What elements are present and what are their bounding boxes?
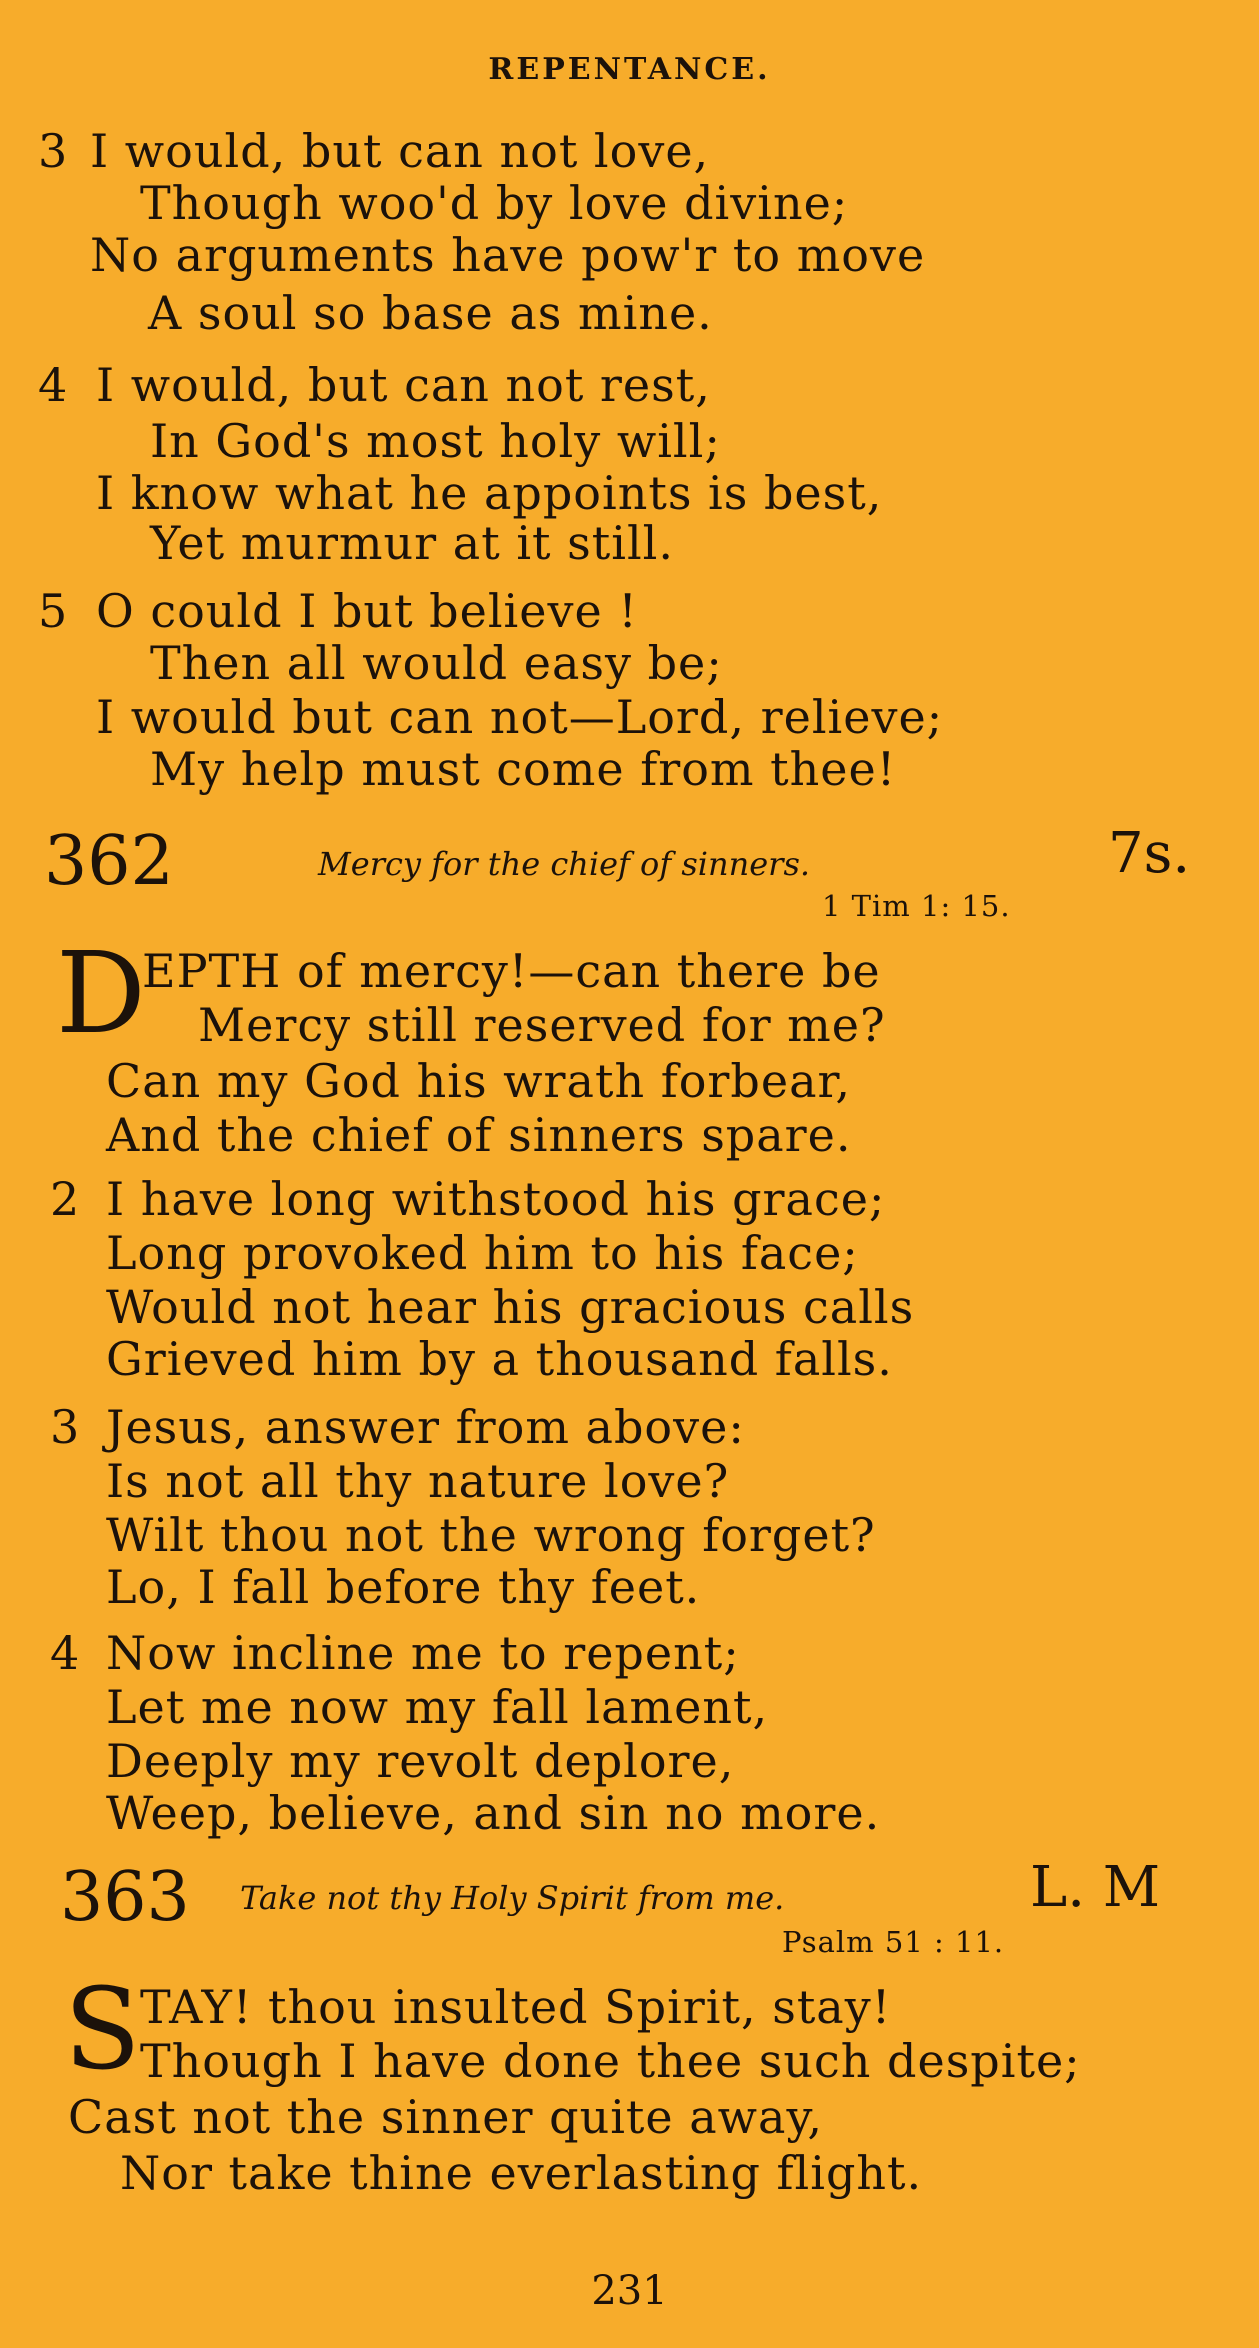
running-head: REPENTANCE.	[488, 52, 771, 87]
verse-line: I would, but can not love,	[90, 124, 710, 178]
scripture-reference: 1 Tim 1: 15.	[822, 889, 1011, 923]
stanza-number: 2	[50, 1172, 80, 1226]
stanza-number: 3	[50, 1400, 80, 1454]
verse-line: I would, but can not rest,	[96, 358, 711, 412]
verse-line: My help must come from thee!	[150, 742, 897, 796]
drop-cap: S	[64, 1965, 141, 2095]
verse-line: Long provoked him to his face;	[106, 1226, 859, 1280]
verse-line: O could I but believe !	[96, 584, 638, 638]
stanza-number: 4	[50, 1626, 80, 1680]
page-number: 231	[591, 2268, 668, 2314]
verse-line: I know what he appoints is best,	[96, 466, 883, 520]
verse-line: Though I have done thee such despite;	[140, 2034, 1081, 2088]
verse-line: Jesus, answer from above:	[106, 1400, 745, 1454]
stanza-number: 5	[38, 584, 68, 638]
hymn-title: Take not thy Holy Spirit from me.	[240, 1879, 785, 1917]
verse-line: Would not hear his gracious calls	[106, 1280, 915, 1334]
verse-line: A soul so base as mine.	[148, 286, 713, 340]
verse-line: Then all would easy be;	[150, 636, 723, 690]
verse-line: In God's most holy will;	[150, 414, 721, 468]
verse-line: TAY! thou insulted Spirit, stay!	[140, 1980, 892, 2034]
hymn-meter: L. M	[1030, 1855, 1161, 1920]
verse-line: Wilt thou not the wrong forget?	[106, 1508, 876, 1562]
verse-line: Is not all thy nature love?	[106, 1454, 730, 1508]
verse-line: Grieved him by a thousand falls.	[106, 1332, 893, 1386]
verse-line: Now incline me to repent;	[106, 1626, 740, 1680]
verse-line: Can my God his wrath forbear,	[106, 1054, 852, 1108]
verse-line: No arguments have pow'r to move	[90, 228, 926, 282]
verse-line: And the chief of sinners spare.	[106, 1108, 852, 1162]
verse-line: Mercy still reserved for me?	[198, 998, 886, 1052]
scripture-reference: Psalm 51 : 11.	[782, 1925, 1005, 1959]
verse-line: EPTH of mercy!—can there be	[142, 944, 881, 998]
verse-line: Deeply my revolt deplore,	[106, 1734, 735, 1788]
hymn-number: 362	[44, 822, 174, 901]
drop-cap: D	[56, 929, 146, 1059]
verse-line: Nor take thine everlasting flight.	[120, 2146, 923, 2200]
verse-line: Lo, I fall before thy feet.	[106, 1560, 701, 1614]
hymn-title: Mercy for the chief of sinners.	[318, 845, 811, 883]
verse-line: Weep, believe, and sin no more.	[106, 1786, 881, 1840]
verse-line: I would but can not—Lord, relieve;	[96, 690, 944, 744]
verse-line: Let me now my fall lament,	[106, 1680, 769, 1734]
hymn-meter: 7s.	[1108, 821, 1191, 886]
verse-line: Though woo'd by love divine;	[140, 176, 849, 230]
verse-line: I have long withstood his grace;	[106, 1172, 886, 1226]
verse-line: Yet murmur at it still.	[150, 516, 674, 570]
hymn-number: 363	[60, 1858, 190, 1937]
stanza-number: 3	[38, 124, 68, 178]
verse-line: Cast not the sinner quite away,	[68, 2090, 823, 2144]
stanza-number: 4	[38, 358, 68, 412]
